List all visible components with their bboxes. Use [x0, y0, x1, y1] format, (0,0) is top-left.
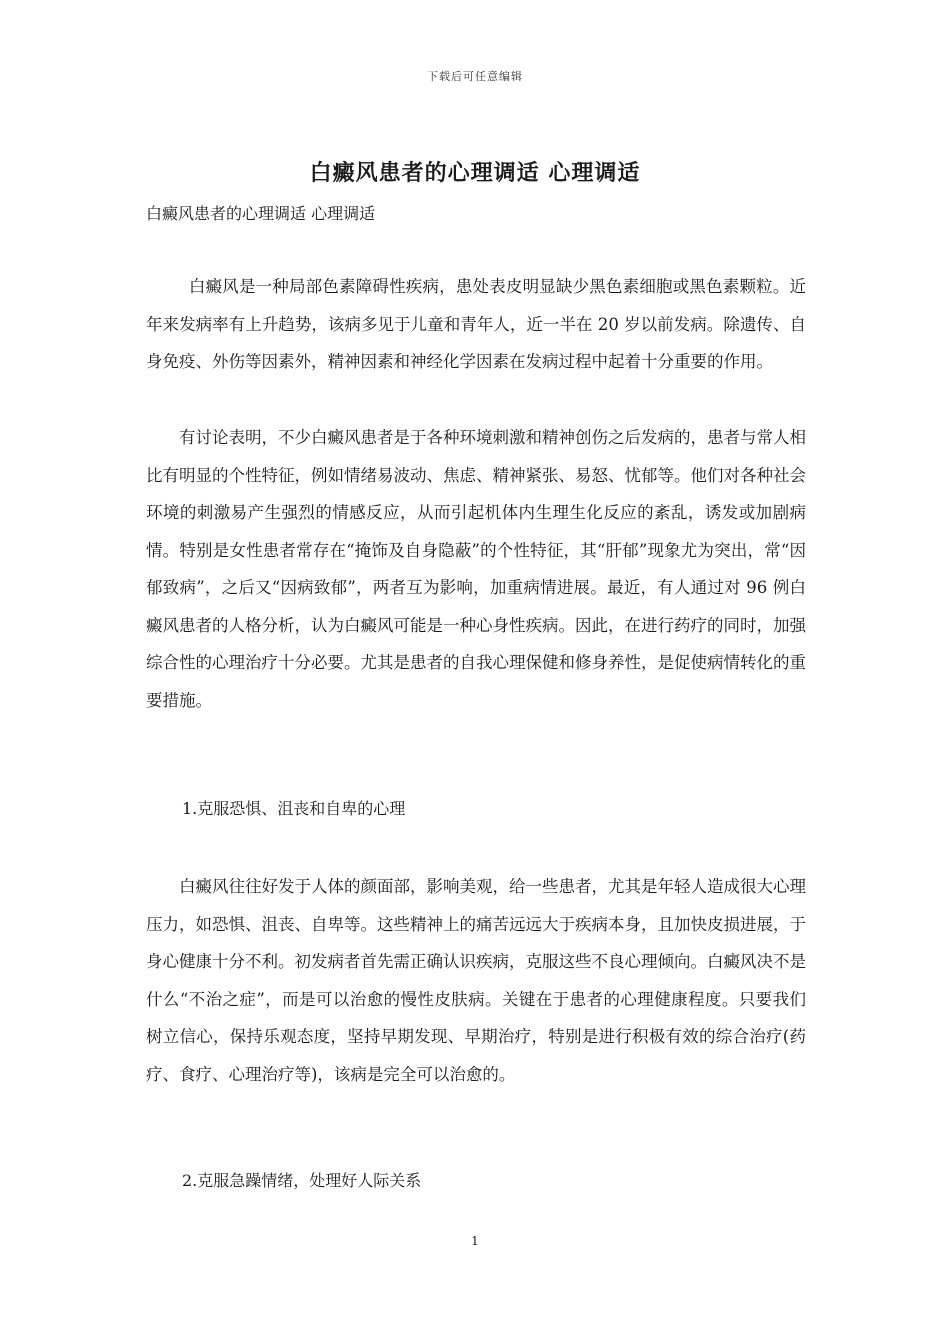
paragraph: 白癜风是一种局部色素障碍性疾病，患处表皮明显缺少黑色素细胞或黑色素颗粒。近年来发病率有上升趋势，该病多见于儿童和青年人，近一半在 20 岁以前发病。除遗传、自身免疫、外伤等因素外，精神因素和神经化学因素在发病过程中起着十分重要的作用。	[146, 277, 806, 371]
document-subtitle: 白癜风患者的心理调适 心理调适	[146, 204, 376, 223]
research-paragraph-block	[146, 419, 806, 719]
document-title: 白癜风患者的心理调适 心理调适	[309, 160, 641, 186]
intro-paragraph-block	[146, 268, 806, 381]
paragraph: 有讨论表明，不少白癜风患者是于各种环境刺激和精神创伤之后发病的，患者与常人相比有明显的个性特征，例如情绪易波动、焦虑、精神紧张、易怒、忧郁等。他们对各种社会环境的刺激易产生强烈的情感反应，从而引起机体内生理生化反应的紊乱，诱发或加剧病情。特别是女性患者常存在“掩饰及自身隐蔽”的个性特征，其“肝郁”现象尤为突出，常“因郁致病”，之后又“因病致郁”，两者互为影响，加重病情进展。最近，有人通过对 96 例白癜风患者的人格分析，认为白癜风可能是一种心身性疾病。因此，在进行药疗的同时，加强综合性的心理治疗十分必要。尤其是患者的自我心理保健和修身养性，是促使病情转化的重要措施。	[146, 428, 806, 710]
paragraph: 白癜风往往好发于人体的颜面部，影响美观，给一些患者，尤其是年轻人造成很大心理压力，如恐惧、沮丧、自卑等。这些精神上的痛苦远远大于疾病本身，且加快皮损进展，于身心健康十分不利。初发病者首先需正确认识疾病，克服这些不良心理倾向。白癜风决不是什么“不治之症”，而是可以治愈的慢性皮肤病。关键在于患者的心理健康程度。只要我们树立信心，保持乐观态度，坚持早期发现、早期治疗，特别是进行积极有效的综合治疗(药疗、食疗、心理治疗等)，该病是完全可以治愈的。	[146, 877, 806, 1084]
section-heading-1: 1.克服恐惧、沮丧和自卑的心理	[182, 799, 406, 818]
header-note: 下载后可任意编辑	[427, 70, 523, 83]
section-heading-2: 2.克服急躁情绪，处理好人际关系	[182, 1171, 422, 1190]
section1-paragraph-block	[146, 868, 806, 1093]
page-number: 1	[471, 1234, 479, 1248]
